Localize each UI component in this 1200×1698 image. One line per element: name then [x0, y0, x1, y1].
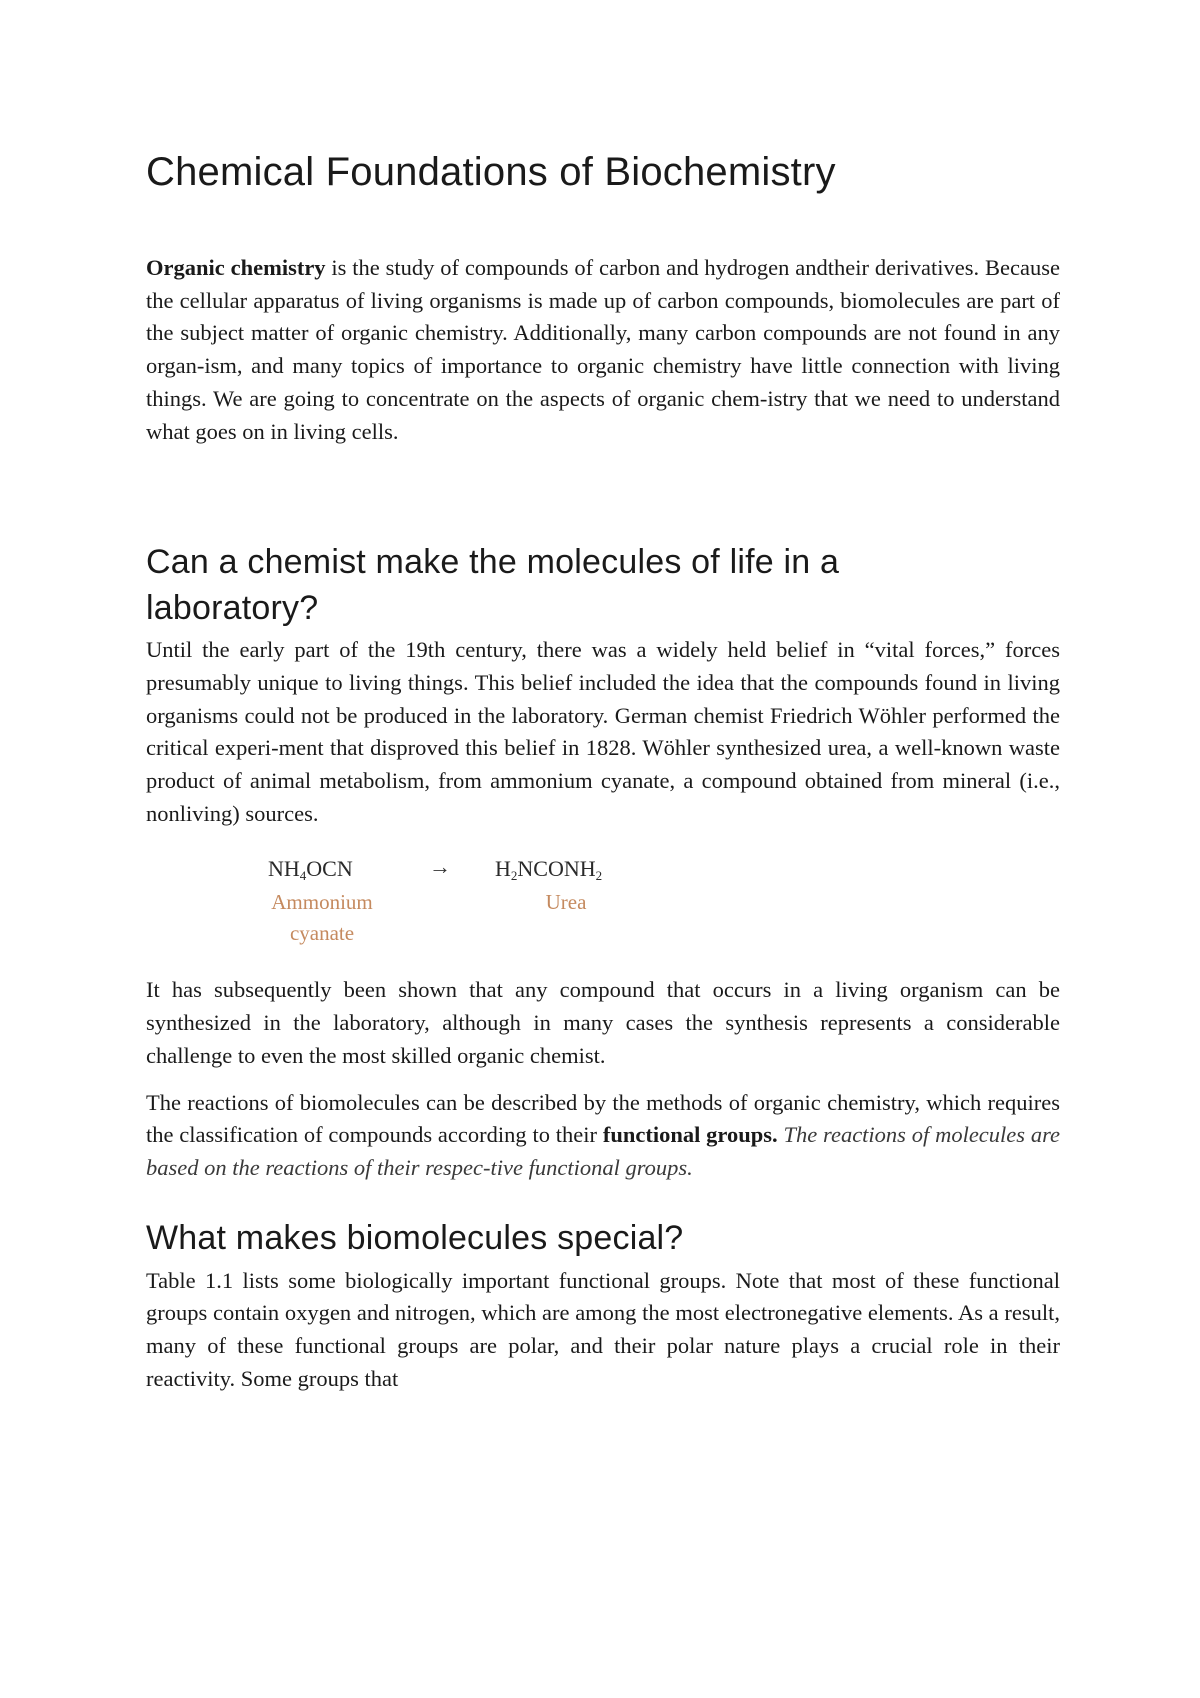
reactions-text: The reactions of biomolecules can be described by the methods of organic chemistry, which requires the classification of compounds according to their: [146, 1089, 1060, 1148]
functional-groups-paragraph: Table 1.1 lists some biologically important functional groups. Note that most of these functional groups contain oxygen and nitrogen, which are among the most electronegative elements. As a result, many of these functional groups are polar, and their polar nature plays a crucial role in their reactivity. Some groups that: [146, 1267, 1060, 1391]
product-subscript-1: 2: [510, 868, 518, 884]
page-title: Chemical Foundations of Biochemistry: [146, 150, 836, 194]
synthesis-paragraph: It has subsequently been shown that any compound that occurs in a living organism can be synthesized in the laboratory, although in many cases the synthesis represents a considerable challenge to even the most skilled organic chemist.: [146, 977, 1060, 1068]
reactant-part-b: OCN: [306, 856, 353, 882]
reactions-paragraph: [146, 1087, 1060, 1185]
bold-term-organic-chemistry: Organic chemistry: [146, 255, 326, 280]
reaction-arrow-icon: →: [429, 854, 451, 880]
section-heading-laboratory: [146, 539, 1060, 631]
product-subscript-2: 2: [595, 868, 603, 884]
bold-term-functional-groups: functional groups.: [602, 1122, 778, 1148]
heading-line-2: laboratory?: [146, 589, 319, 628]
intro-paragraph: [146, 252, 1060, 448]
reactions-italic-text: The reactions of molecules are based on the reactions of their respec-tive functional groups.: [146, 1122, 1061, 1180]
reactant-part-a: NH: [268, 856, 300, 882]
reactant-label-ammonium: Ammonium: [271, 890, 373, 915]
document-page: [146, 0, 1060, 1395]
heading-line-1: Can a chemist make the molecules of life in a: [146, 543, 840, 582]
wohler-paragraph: Until the early part of the 19th century, there was a widely held belief in “vital forces,” forces presumably unique to living things. This belief included the idea that the compounds found in living organisms could not be produced in the laboratory. German chemist Friedrich Wöhler performed the critical experi-ment that disproved this belief in 1828. Wöhler synthesized urea, a well-known waste product of animal metabolism, from ammonium cyanate, a compound obtained from mineral (i.e., nonliving) sources.: [146, 637, 1060, 826]
intro-text: is the study of compounds of carbon and hydrogen andtheir derivatives. Because the cellular apparatus of living organisms is made up of carbon compounds, biomolecules are part of the subject matter of organic chemistry. Additionally, many carbon compounds are not found in any organ-ism, and many topics of importance to organic chemistry have little connection with living things. We are going to concentrate on the aspects of organic chem-istry that we need to understand what goes on in living cells.: [146, 255, 1060, 444]
product-part-b: NCONH: [517, 856, 596, 882]
reactant-label-cyanate: cyanate: [289, 921, 355, 946]
section-heading-special: What makes biomolecules special?: [146, 1218, 684, 1257]
reactant-subscript: 4: [299, 868, 307, 884]
product-part-a: H: [495, 856, 511, 882]
reactant-formula: [268, 856, 353, 882]
product-label-urea: Urea: [545, 890, 587, 915]
product-formula: [495, 856, 602, 882]
urea-reaction: [146, 840, 1060, 972]
